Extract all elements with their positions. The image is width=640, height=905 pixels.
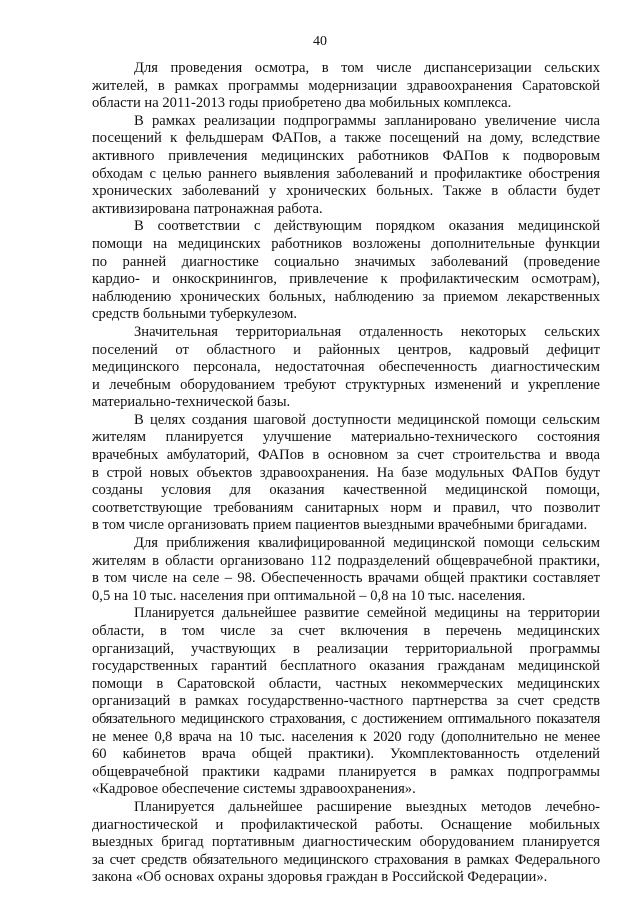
text-line: организаций, участвующих в реализации территориальной программы — [92, 640, 600, 657]
text-line: кардио- и онкоскринингов, привлечение к профилактическим осмотрам), — [92, 271, 600, 288]
text-line: по ранней диагностике социально значимых заболеваний (проведение — [92, 253, 600, 270]
text-line: жителям планируется улучшение материально-технического состояния — [92, 429, 600, 446]
text-line: средств больными туберкулезом. — [92, 306, 298, 323]
text-line: 0,5 на 10 тыс. населения при оптимальной – 0,8 на 10 тыс. населения. — [92, 587, 526, 604]
text-line: активного привлечения медицинских работников ФАПов к подворовым — [92, 147, 600, 164]
text-line: созданы условия для оказания качественной медицинской помощи, — [92, 482, 600, 499]
text-line: материально-технической базы. — [92, 394, 291, 411]
text-line: закона «Об основах охраны здоровья граждан в Российской Федерации». — [92, 869, 548, 886]
text-line: организаций в рамках государственно-частного партнерства за счет средств — [92, 693, 600, 710]
text-line: Значительная территориальная отдаленность некоторых сельских — [134, 323, 600, 340]
page-number: 40 — [313, 34, 327, 49]
paragraph-territorial-remoteness — [92, 324, 600, 412]
text-line: помощи на медицинских работников возложены дополнительные функции — [92, 235, 600, 252]
text-line: обязательного медицинского страхования, с достижением оптимального показателя — [92, 710, 600, 727]
text-line: за счет средств обязательного медицинского страхования в рамках Федерального — [92, 851, 600, 868]
paragraph-general-practice — [92, 535, 600, 605]
text-line: области на 2011-2013 годы приобретено два мобильных комплекса. — [92, 95, 512, 112]
text-line: активизирована патронажная работа. — [92, 200, 323, 217]
text-line: и лечебным оборудованием требуют структурных изменений и укрепление — [92, 376, 600, 393]
text-line: В целях создания шаговой доступности медицинской помощи сельским — [134, 411, 600, 428]
text-line: Планируется дальнейшее развитие семейной медицины на территории — [134, 605, 600, 622]
text-line: диагностической и профилактической работы. Оснащение мобильных — [92, 816, 600, 833]
text-line: «Кадровое обеспечение системы здравоохранения». — [92, 781, 416, 798]
text-line: не менее 0,8 врача на 10 тыс. населения к 2020 году (дополнительно не менее — [92, 728, 600, 745]
text-line: соответствующие требованиям санитарных норм и правил, что позволит — [92, 499, 600, 516]
text-line: 60 кабинетов врача общей практики). Укомплектованность отделений — [92, 746, 600, 763]
text-line: наблюдению хронических больных, наблюдению за приемом лекарственных — [92, 288, 600, 305]
text-line: общеврачебной практики кадрами планируется в рамках подпрограммы — [92, 763, 600, 780]
text-line: в том числе организовать прием пациентов выездными врачебными бригадами. — [92, 517, 588, 534]
document-body — [92, 60, 600, 887]
paragraph-mobile-complexes — [92, 60, 600, 113]
text-line: В рамках реализации подпрограммы запланировано увеличение числа — [134, 112, 600, 129]
text-line: государственных гарантий бесплатного оказания гражданам медицинской — [92, 658, 600, 675]
text-line: Для приближения квалифицированной медицинской помощи сельским — [134, 535, 600, 552]
paragraph-fap-visits — [92, 113, 600, 219]
text-line: жителей, в рамках программы модернизации здравоохранения Саратовской — [92, 77, 600, 94]
text-line: обходам с целью раннего выявления заболеваний и профилактике обострения — [92, 165, 600, 182]
text-line: Для проведения осмотра, в том числе диспансеризации сельских — [134, 60, 600, 76]
text-line: медицинского персонала, недостаточная обеспеченность диагностическим — [92, 359, 600, 376]
paragraph-mobile-teams — [92, 799, 600, 887]
paragraph-walking-distance — [92, 412, 600, 535]
text-line: врачебных амбулаторий, ФАПов в основном за счет строительства и ввода — [92, 447, 600, 464]
paragraph-additional-functions — [92, 218, 600, 324]
text-line: помощи в Саратовской области, частных некоммерческих медицинских — [92, 675, 600, 692]
text-line: В соответствии с действующим порядком оказания медицинской — [134, 218, 600, 235]
text-line: посещений к фельдшерам ФАПов, а также посещений на дому, вследствие — [92, 130, 600, 147]
text-line: области, в том числе за счет включения в перечень медицинских — [92, 623, 600, 639]
text-line: поселений от областного и районных центров, кадровый дефицит — [92, 341, 600, 358]
text-line: Планируется дальнейшее расширение выездных методов лечебно- — [134, 798, 600, 815]
text-line: в том числе на селе – 98. Обеспеченность врачами общей практики составляет — [92, 570, 600, 587]
text-line: в строй новых объектов здравоохранения. На базе модульных ФАПов будут — [92, 464, 600, 481]
paragraph-family-medicine — [92, 605, 600, 799]
text-line: жителям в области организовано 112 подразделений общеврачебной практики, — [92, 552, 600, 569]
text-line: хронических заболеваний у хронических больных. Также в области будет — [92, 183, 600, 200]
text-line: выездных бригад портативным диагностическим оборудованием планируется — [92, 834, 600, 851]
